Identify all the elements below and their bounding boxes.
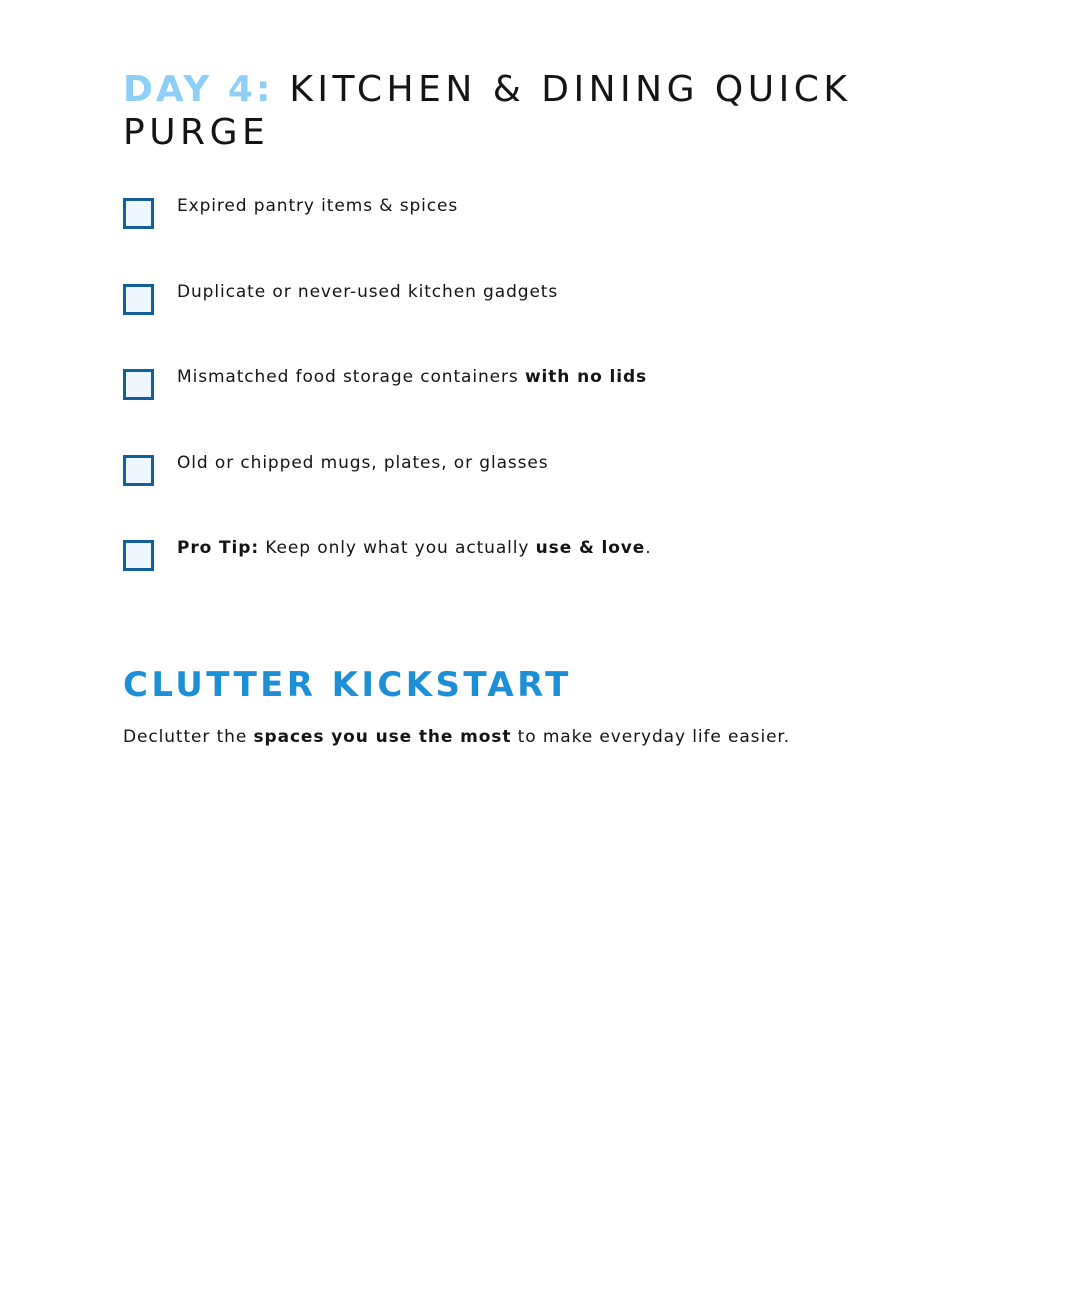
checklist-item-emphasis: with no lids xyxy=(524,367,648,387)
checklist-item xyxy=(123,194,943,280)
pro-tip-label: Pro Tip: xyxy=(177,538,260,558)
checklist-item-text: Mismatched food storage containers xyxy=(177,367,525,387)
section-text-emphasis: spaces you use the most xyxy=(253,726,512,747)
checklist-item-label: Old or chipped mugs, plates, or glasses xyxy=(177,452,549,473)
checklist-item-label xyxy=(177,365,647,389)
day-title xyxy=(123,68,943,154)
checklist-item-pro-tip xyxy=(123,536,943,622)
checkbox[interactable] xyxy=(123,455,154,486)
section-title: CLUTTER KICKSTART xyxy=(123,664,572,705)
checklist-item xyxy=(123,280,943,366)
checklist xyxy=(123,194,943,622)
section-description xyxy=(123,725,943,749)
section-text-start: Declutter the xyxy=(123,726,254,747)
day-heading: KITCHEN & DINING QUICK PURGE xyxy=(123,69,852,153)
section-text-end: to make everyday life easier. xyxy=(511,726,791,747)
checkbox[interactable] xyxy=(123,540,154,571)
day-label: DAY 4: xyxy=(123,69,274,110)
checklist-item-label: Expired pantry items & spices xyxy=(177,196,459,216)
pro-tip-emphasis: use & love xyxy=(535,538,646,558)
pro-tip-end: . xyxy=(645,538,652,558)
checklist-item xyxy=(123,451,943,537)
checklist-item xyxy=(123,365,943,451)
page xyxy=(123,68,943,749)
checkbox[interactable] xyxy=(123,284,154,315)
checklist-item-label: Duplicate or never-used kitchen gadgets xyxy=(177,281,559,302)
pro-tip-body: Keep only what you actually xyxy=(259,538,536,558)
checkbox[interactable] xyxy=(123,369,154,400)
checkbox[interactable] xyxy=(123,198,154,229)
pro-tip-text xyxy=(177,536,652,560)
